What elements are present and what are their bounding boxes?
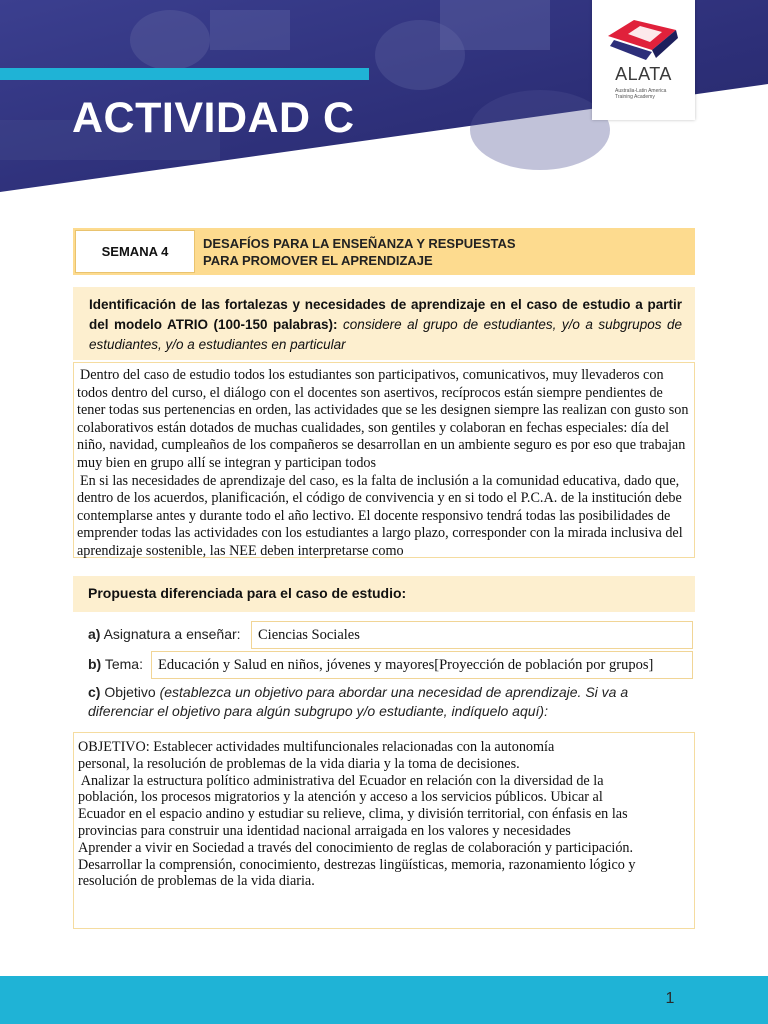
objective-field[interactable] [73, 732, 695, 929]
item-c-label [88, 683, 688, 721]
answer-paragraph-1: Dentro del caso de estudio todos los estudiantes son participativos, comunicativos, muy llevaderos con todos dentro del curso, el diálogo con el docentes son asertivos, recíprocos están siempre pendientes de tener todas sus pertenencias en orden, las actividades que se les designen siempre las realizan con gusto son colaborativos están dotados de muchas cualidades, son gentiles y colaboran en fechas especiales: día del niño, navidad, cumpleaños de los compañeros se desarrollan en un ambiente seguro es por eso que trabajan muy bien en grupo allí se integran y participan todos [77, 367, 689, 471]
objective-line: OBJETIVO: Establecer actividades multifuncionales relacionadas con la autonomía [78, 739, 555, 755]
section1-answer-field[interactable] [73, 362, 695, 558]
footer-bar [0, 976, 768, 1024]
semana-label: SEMANA 4 [75, 230, 195, 273]
section1-heading [73, 287, 695, 360]
objective-line: provincias para construir una identidad nacional arraigada en los valores y necesidades [78, 822, 571, 839]
objective-line: personal, la resolución de problemas de la vida diaria y la toma de decisiones. [78, 755, 520, 772]
item-a-text: Asignatura a enseñar: [103, 626, 241, 642]
item-c-text: Objetivo [104, 684, 156, 700]
item-b-label [88, 656, 143, 672]
item-b-text: Tema: [104, 656, 143, 672]
semana-title-line2: PARA PROMOVER EL APRENDIZAJE [203, 253, 433, 268]
answer-paragraph-2: En si las necesidades de aprendizaje del caso, es la falta de inclusión a la comunidad educativa, dado que, dentro de los acuerdos, planificación, el código de convivencia y en si todo el P.C.A. de la institución debe contemplarse antes y durante todo el año lectivo. El docente responsivo tendrá todas las posibilidades de emprender todas las actividades con los estudiantes a largo plazo, corresponder con la mirada inclusiva del aprendizaje sostenible, las NEE deben interpretarse como [77, 472, 683, 559]
section1-heading-bold: Identificación de las fortalezas y necesidades de aprendizaje en el caso de estudio a partir del modelo ATRIO (100-150 palabras): [89, 297, 682, 332]
logo-name: ALATA [615, 64, 672, 84]
topic-field[interactable]: Educación y Salud en niños, jóvenes y mayores[Proyección de población por grupos] [151, 651, 693, 679]
item-a-letter: a) [88, 626, 101, 642]
section1-heading-italic: considere al grupo de estudiantes, y/o a subgrupos de estudiantes, y/o a estudiantes en particular [89, 317, 682, 352]
objective-line: Ecuador en el espacio andino y estudiar su relieve, clima, y división territorial, con énfasis en las [78, 806, 628, 823]
semana-row [73, 228, 695, 275]
objective-line: población, los procesos migratorios y la atención y acceso a los servicios públicos. Ubicar al [78, 789, 603, 806]
section2-heading: Propuesta diferenciada para el caso de estudio: [73, 576, 695, 612]
page-title: ACTIVIDAD C [72, 94, 355, 142]
item-c-hint: (establezca un objetivo para abordar una necesidad de aprendizaje. Si va a diferenciar el objetivo para algún subgrupo y/o estudiante, indíquelo aquí): [88, 684, 629, 719]
alata-logo [592, 0, 695, 120]
logo-mark-icon [606, 16, 682, 62]
semana-title [203, 235, 683, 269]
objective-line: Aprender a vivir en Sociedad a través del conocimiento de reglas de colaboración y participación. [78, 839, 634, 856]
subject-field[interactable]: Ciencias Sociales [251, 621, 693, 649]
accent-bar [0, 68, 369, 80]
objective-line: resolución de problemas de la vida diaria. [78, 873, 315, 890]
objective-line: Desarrollar la comprensión, conocimiento, destrezas lingüísticas, memoria, razonamiento lógico y [78, 856, 636, 873]
logo-tagline: Australia-Latin America Training Academy [615, 88, 667, 100]
item-c-letter: c) [88, 684, 101, 700]
item-a-label [88, 626, 241, 642]
objective-line: Analizar la estructura político administrativa del Ecuador en relación con la diversidad de la [78, 772, 604, 789]
semana-title-line1: DESAFÍOS PARA LA ENSEÑANZA Y RESPUESTAS [203, 236, 516, 251]
page-number: 1 [665, 990, 675, 1007]
item-b-letter: b) [88, 656, 102, 672]
